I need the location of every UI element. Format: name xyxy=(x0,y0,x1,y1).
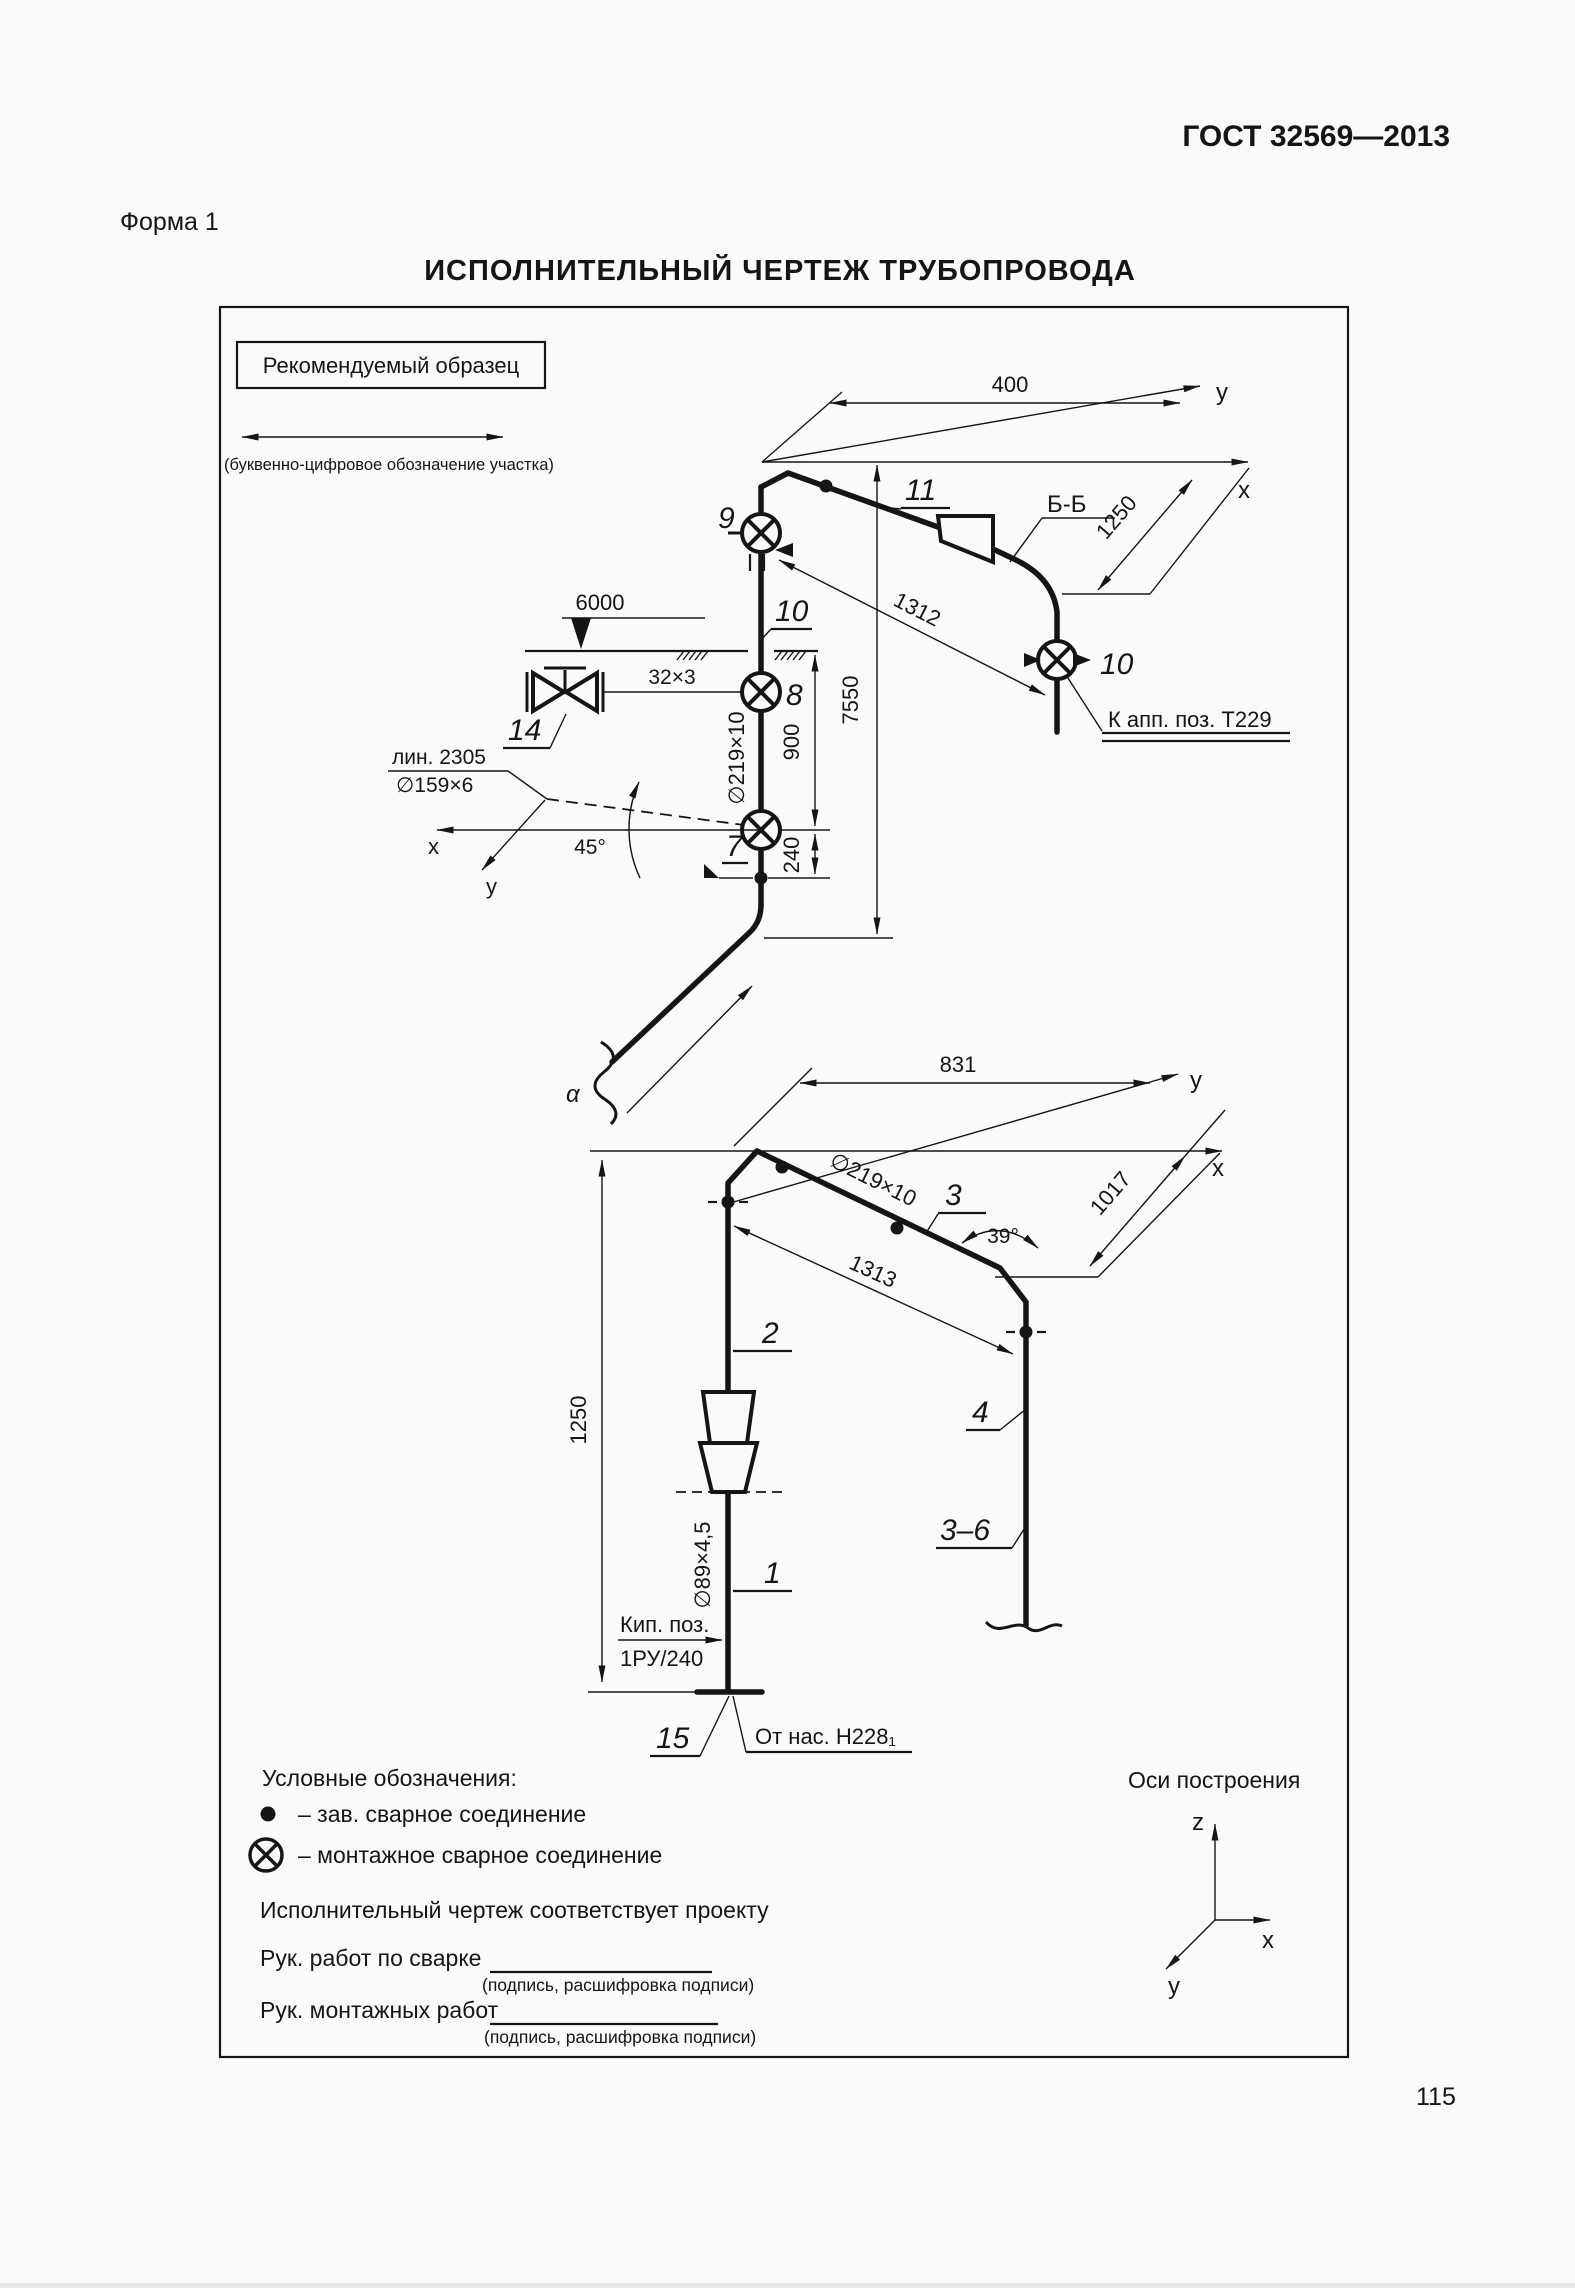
line-2305-dashed xyxy=(547,799,744,825)
pos-14-leader xyxy=(550,714,566,748)
pipe-dia-219: ∅219×10 xyxy=(724,711,749,805)
installation-supervisor-label: Рук. монтажных работ xyxy=(260,1997,499,2023)
pos-10-right-label: 10 xyxy=(1100,648,1134,681)
lower-dims-labels xyxy=(618,1147,1038,1756)
factory-weld-dot-icon xyxy=(755,872,768,885)
axis-y-arrow xyxy=(1166,1920,1215,1969)
pos-3-leader xyxy=(926,1214,938,1233)
legend-factory-weld: – зав. сварное соединение xyxy=(298,1801,587,1827)
dim-6000: 6000 xyxy=(575,590,625,615)
legend xyxy=(250,1765,1300,2047)
dim-32x3: 32×3 xyxy=(648,666,696,689)
signature-hint-2: (подпись, расшифровка подписи) xyxy=(484,2027,757,2047)
section-designation-note: (буквенно-цифровое обозначение участка) xyxy=(224,456,554,474)
axis-x-label: x xyxy=(1262,1927,1274,1954)
dim-900: 900 xyxy=(779,723,804,761)
dim-1250-lower: 1250 xyxy=(566,1395,591,1445)
pipe-diagonal-right xyxy=(757,1151,1026,1625)
dim-1313: 1313 xyxy=(845,1249,901,1293)
section-bb-label: Б-Б xyxy=(1047,491,1087,518)
field-weld-legend-icon xyxy=(250,1839,282,1871)
iso-right-edge xyxy=(1150,468,1249,594)
line-2305-leader xyxy=(508,771,547,799)
upper-y-axis xyxy=(762,386,1200,462)
pos-7-label: 7 xyxy=(726,830,743,863)
dim-1312-line xyxy=(779,560,1045,695)
upper-view xyxy=(388,372,1290,1124)
section-bb-leader xyxy=(1010,518,1042,562)
level-mark-icon xyxy=(571,618,591,649)
upper-iso-frame xyxy=(762,372,1250,594)
dim-1017-ext xyxy=(1185,1110,1225,1156)
page-title: ИСПОЛНИТЕЛЬНЫЙ ЧЕРТЕЖ ТРУБОПРОВОДА xyxy=(424,255,1136,287)
from-pump-leader xyxy=(733,1696,746,1752)
section-bb-symbol xyxy=(938,491,1115,562)
pos-8-label: 8 xyxy=(786,679,803,712)
page-number: 115 xyxy=(1416,2083,1456,2111)
kip-line1: Кип. поз. xyxy=(620,1612,710,1637)
legend-title: Условные обозначения: xyxy=(262,1765,517,1791)
axes-title: Оси построения xyxy=(1128,1767,1301,1793)
weld-joint-dash-icon xyxy=(1006,1326,1046,1339)
pipe-dia-89: ∅89×4,5 xyxy=(690,1521,715,1609)
dim-831: 831 xyxy=(939,1052,977,1077)
lower-iso-frame xyxy=(590,1052,1225,1277)
pos-4-leader xyxy=(1000,1409,1026,1430)
alpha-label: α xyxy=(566,1081,580,1108)
upper-x-axis-label: x xyxy=(1238,477,1250,504)
pos-3-label: 3 xyxy=(945,1179,962,1212)
factory-weld-legend-icon xyxy=(261,1807,276,1822)
angle-39: 39° xyxy=(987,1225,1019,1248)
local-y-label: y xyxy=(486,874,497,899)
upper-labels xyxy=(718,474,1290,863)
angle-45: 45° xyxy=(574,836,606,859)
axis-z-label: z xyxy=(1192,1809,1204,1836)
factory-weld-dot-icon xyxy=(820,480,833,493)
local-x-label: x xyxy=(428,834,439,859)
pipe-left-vertical xyxy=(728,1151,757,1392)
section-cut-icon xyxy=(938,516,993,562)
pipe-right-drop xyxy=(993,549,1057,732)
flag-icon xyxy=(704,864,719,878)
pos-4-label: 4 xyxy=(972,1396,989,1429)
drawing-border xyxy=(220,307,1348,2057)
pos-11-label: 11 xyxy=(905,474,937,507)
pipe-lower-diagonal xyxy=(612,905,761,1062)
upper-valves xyxy=(728,514,1091,849)
kip-line2: 1РУ/240 xyxy=(620,1646,704,1671)
dim-1312: 1312 xyxy=(889,587,945,632)
line-2305-dia: ∅159×6 xyxy=(396,774,474,797)
pos-9-label: 9 xyxy=(718,502,735,535)
lower-view xyxy=(566,1052,1225,1756)
form-label: Форма 1 xyxy=(120,208,219,236)
gate-valve-14 xyxy=(503,666,742,748)
dim-7550: 7550 xyxy=(838,675,863,725)
conformity-statement: Исполнительный чертеж соответствует проекту xyxy=(260,1897,769,1923)
pipe-dia-219-lower: ∅219×10 xyxy=(826,1147,921,1212)
signature-hint-1: (подпись, расшифровка подписи) xyxy=(482,1975,755,1995)
factory-weld-dot-icon xyxy=(776,1161,789,1174)
upper-pipe-run xyxy=(566,473,1057,1124)
valve-10-icon xyxy=(1024,641,1091,679)
drawing-frame xyxy=(220,307,1348,2057)
pos-14-label: 14 xyxy=(508,714,542,747)
pos-15-label: 15 xyxy=(656,1722,690,1755)
standard-number: ГОСТ 32569—2013 xyxy=(1182,120,1450,153)
sample-label: Рекомендуемый образец xyxy=(262,353,520,378)
weld-joint-dash-icon xyxy=(708,1196,748,1209)
construction-axes xyxy=(1128,1767,1300,2000)
pos-15-leader xyxy=(700,1696,729,1756)
pos-10-left-label: 10 xyxy=(775,595,809,628)
pos-36-label: 3–6 xyxy=(940,1514,991,1547)
lower-x-axis-label: x xyxy=(1212,1155,1224,1182)
flow-direction-arrow xyxy=(627,986,752,1113)
ground-hatch-icon xyxy=(677,651,806,660)
to-apparatus-leader xyxy=(1066,675,1102,731)
reducer-icon xyxy=(676,1392,784,1492)
legend-field-weld: – монтажное сварное соединение xyxy=(298,1842,663,1868)
valve-8-icon xyxy=(742,673,780,711)
factory-weld-dot-icon xyxy=(891,1222,904,1235)
dim-831-extension xyxy=(734,1068,812,1146)
dim-1250: 1250 xyxy=(1090,490,1142,544)
welding-supervisor-label: Рук. работ по сварке xyxy=(260,1945,482,1971)
lower-y-axis-label: y xyxy=(1190,1067,1202,1094)
dim-400: 400 xyxy=(991,372,1029,397)
upper-y-axis-label: y xyxy=(1216,379,1228,406)
local-y-axis xyxy=(482,800,545,870)
axis-y-label: y xyxy=(1168,1973,1180,2000)
line-2305-label: лин. 2305 xyxy=(392,746,486,769)
from-pump-label: От нас. Н228₁ xyxy=(755,1724,896,1749)
gate-valve-icon xyxy=(527,668,603,712)
pos-2-label: 2 xyxy=(762,1317,779,1350)
dim-1017: 1017 xyxy=(1084,1166,1136,1220)
dim-240: 240 xyxy=(779,836,804,874)
pipe-break-squiggle-icon xyxy=(595,1042,616,1124)
to-apparatus-label: К апп. поз. Т229 xyxy=(1108,707,1272,732)
pos-1-label: 1 xyxy=(764,1557,781,1590)
